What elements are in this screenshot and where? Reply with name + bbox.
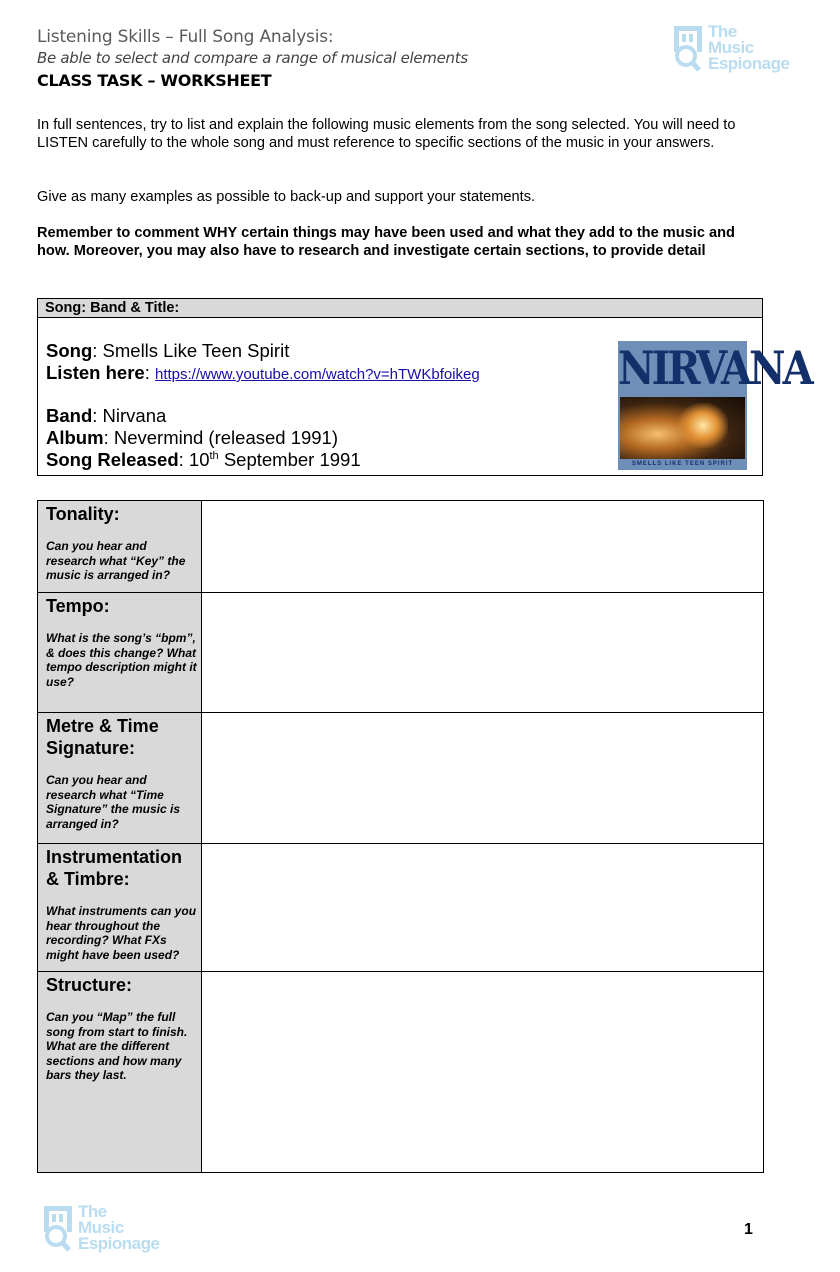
band-line: [46, 405, 166, 427]
row-question: Can you “Map” the full song from start to finish. What are the different sections and how many bars they last.: [46, 1010, 188, 1083]
release-line: [46, 449, 361, 471]
row-label-cell: [38, 501, 202, 593]
band-value: : Nirvana: [92, 405, 167, 426]
brand-logo-bottom: [42, 1204, 159, 1252]
released-rest: September 1991: [218, 449, 361, 470]
instructions-paragraph-1: In full sentences, try to list and explain the following music elements from the song selected. You will need to LISTEN carefully to the whole song and must reference to specific sections of the music in your answers.: [37, 117, 736, 151]
song-box-heading: Song: Band & Title:: [38, 299, 762, 318]
worksheet-task-label: CLASS TASK – WORKSHEET: [37, 71, 272, 90]
row-label-cell: [38, 844, 202, 972]
brand-line-2: Music: [708, 38, 754, 57]
answer-cell-instrumentation[interactable]: [202, 844, 764, 972]
youtube-link[interactable]: https://www.youtube.com/watch?v=hTWKbfoikeg: [154, 366, 480, 383]
listen-separator: :: [144, 362, 155, 383]
listen-label: Listen here: [46, 362, 145, 383]
table-row: [38, 844, 764, 972]
brand-logo-text: [708, 24, 789, 72]
row-label-cell: [38, 713, 202, 844]
instructions-paragraph-3: Remember to comment WHY certain things may have been used and what they add to the music and how. Moreover, you may also have to research and investigate certain sections, to provide detail: [37, 225, 735, 259]
magnifier-icon: [42, 1204, 74, 1250]
answer-cell-tempo[interactable]: [202, 593, 764, 713]
magnifier-icon: [672, 24, 704, 70]
worksheet-subtitle: Be able to select and compare a range of musical elements: [37, 49, 468, 67]
released-ordinal: th: [209, 449, 219, 462]
album-line: [46, 427, 338, 449]
song-info-box: [37, 298, 811, 476]
worksheet-title: Listening Skills – Full Song Analysis:: [37, 27, 334, 47]
answer-cell-metre[interactable]: [202, 713, 764, 844]
brand-line-1: The: [708, 22, 737, 41]
released-label: Song Released: [46, 449, 179, 470]
album-cover-band: NIRVANA: [618, 341, 811, 396]
table-row: [38, 593, 764, 713]
analysis-table: [37, 500, 764, 1173]
row-title: Tempo:: [46, 596, 110, 616]
instructions-paragraph-2: Give as many examples as possible to back-up and support your statements.: [37, 189, 536, 205]
listen-line: [46, 362, 480, 384]
row-title: Structure:: [46, 975, 133, 995]
brand-line-3: Espionage: [78, 1234, 160, 1253]
song-value: : Smells Like Teen Spirit: [92, 340, 290, 361]
row-question: What instruments can you hear throughout the recording? What FXs might have been used?: [46, 904, 197, 962]
brand-line-1: The: [78, 1202, 107, 1221]
song-title-line: [46, 340, 289, 362]
table-row: [38, 501, 764, 593]
band-label: Band: [46, 405, 93, 426]
row-question: Can you hear and research what “Time Signature” the music is arranged in?: [46, 773, 181, 831]
brand-logo-text: [78, 1204, 159, 1252]
row-title: Instrumentation & Timbre:: [46, 847, 183, 889]
row-title: Tonality:: [46, 504, 120, 524]
table-row: [38, 713, 764, 844]
brand-line-3: Espionage: [708, 54, 790, 73]
row-label-cell: [38, 972, 202, 1173]
album-cover-glow: [678, 403, 728, 448]
album-value: : Nevermind (released 1991): [103, 427, 339, 448]
table-row: [38, 972, 764, 1173]
row-title: Metre & Time Signature:: [46, 716, 159, 758]
row-question: Can you hear and research what “Key” the music is arranged in?: [46, 539, 186, 583]
album-cover-title: SMELLS LIKE TEEN SPIRIT: [618, 459, 747, 470]
song-label: Song: [46, 340, 93, 361]
row-question: What is the song’s “bpm”, & does this change? What tempo description might it use?: [46, 631, 197, 689]
album-label: Album: [46, 427, 104, 448]
brand-line-2: Music: [78, 1218, 124, 1237]
answer-cell-tonality[interactable]: [202, 501, 764, 593]
row-label-cell: [38, 593, 202, 713]
brand-logo-top: [672, 24, 789, 72]
released-day: : 10: [178, 449, 210, 470]
answer-cell-structure[interactable]: [202, 972, 764, 1173]
page-number: 1: [744, 1221, 753, 1238]
album-cover-image: [618, 341, 811, 470]
